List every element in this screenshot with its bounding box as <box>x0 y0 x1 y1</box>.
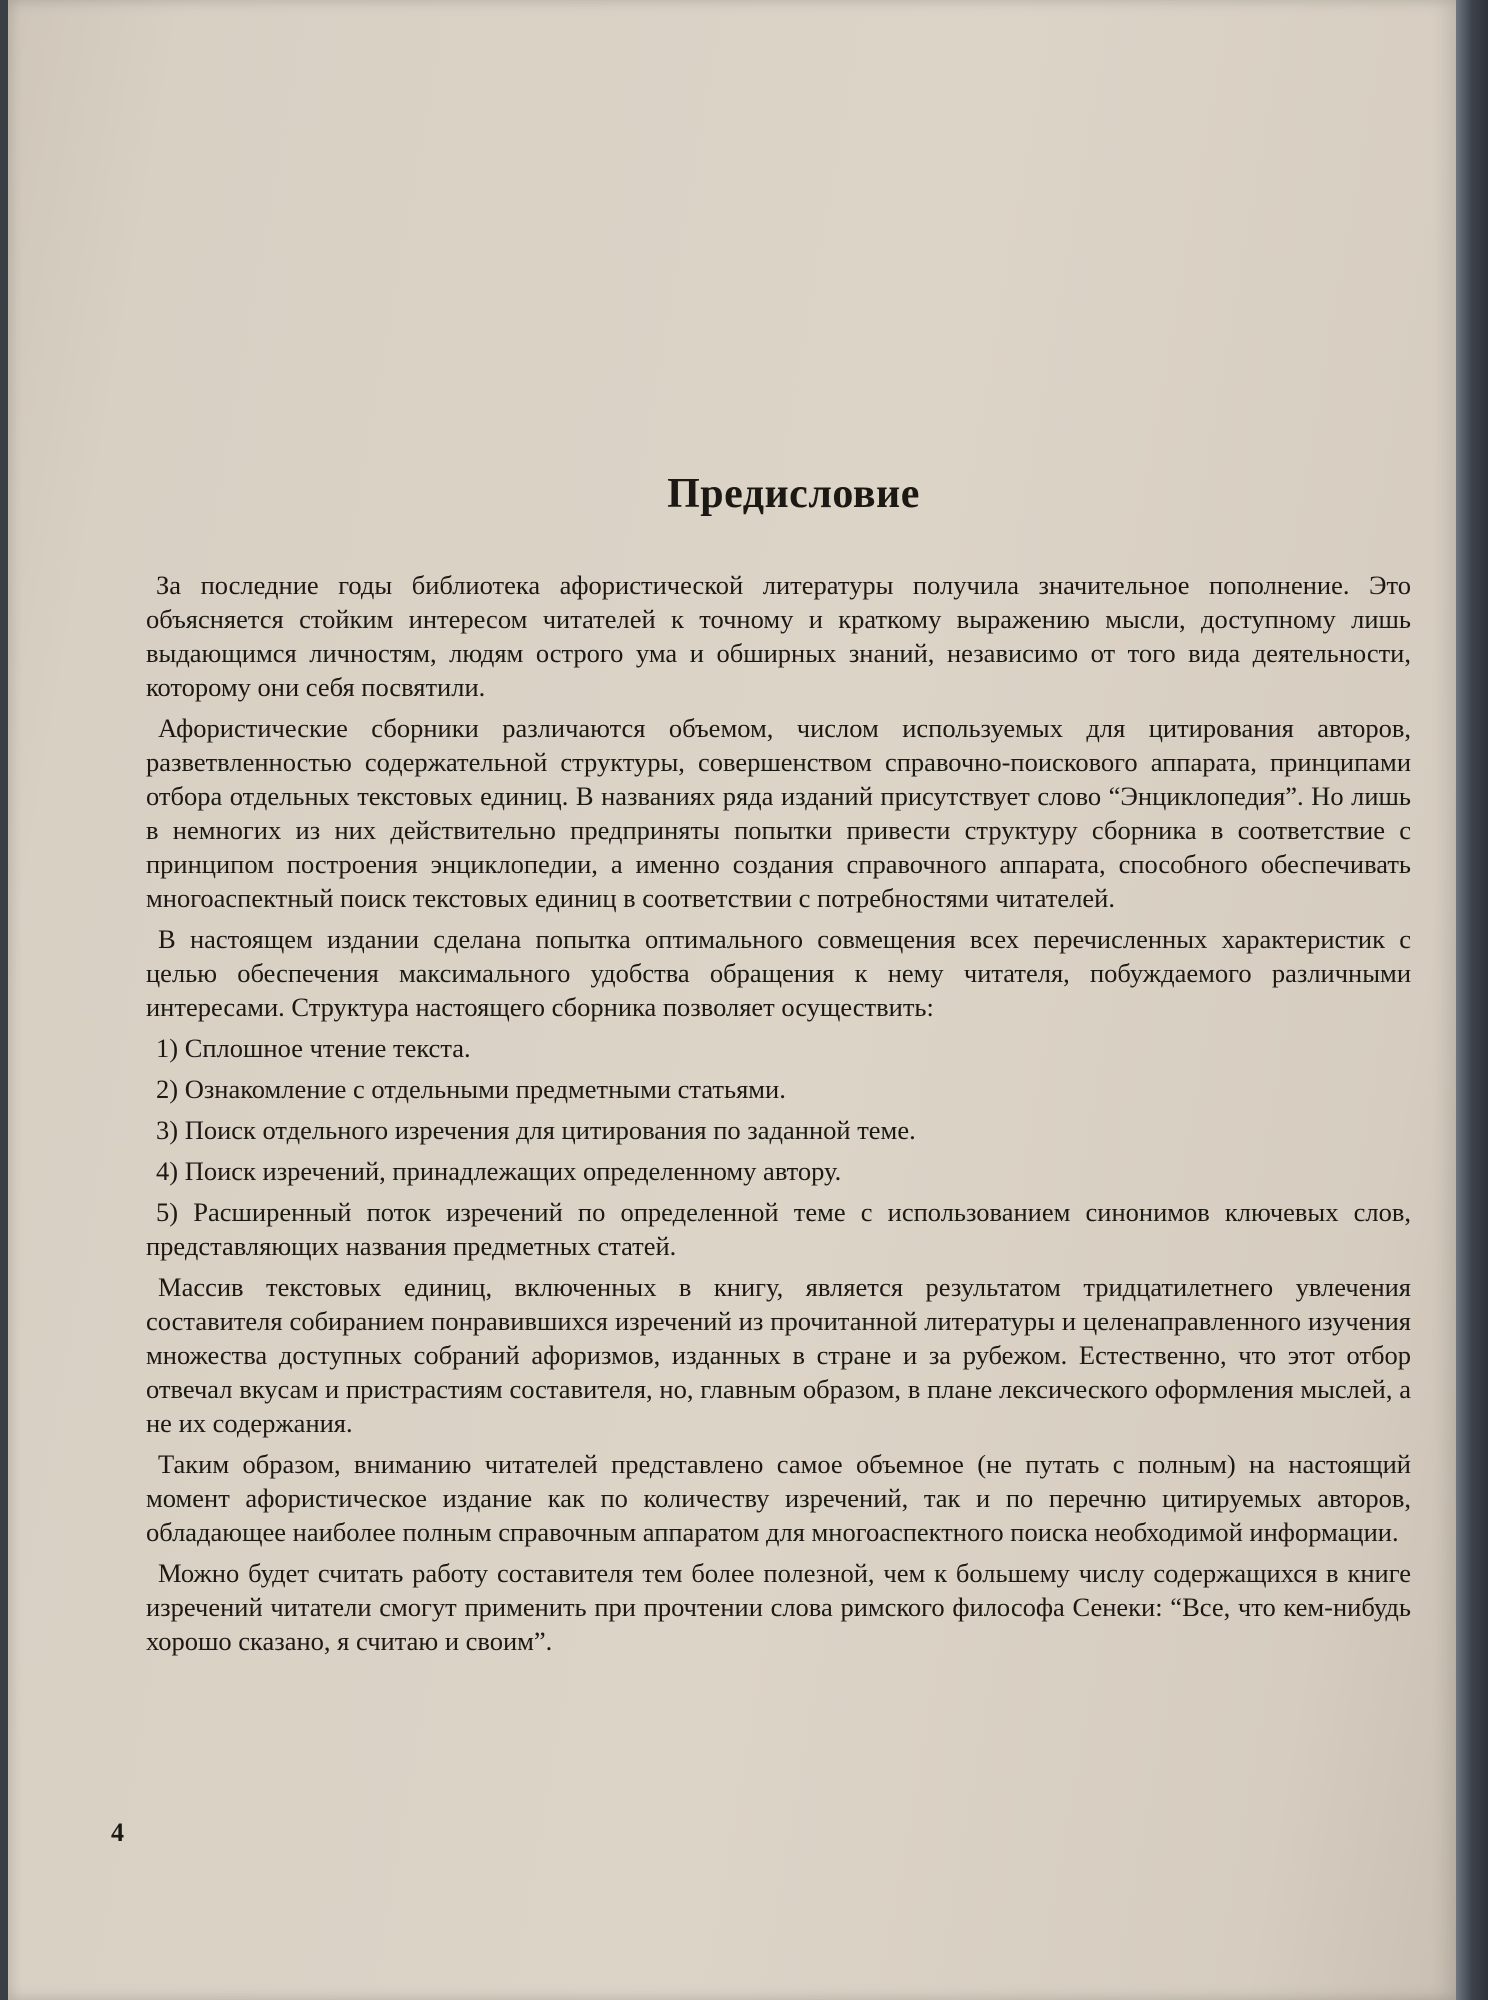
book-edge <box>1456 0 1488 2000</box>
paragraph-4: Массив текстовых единиц, включенных в книгу, является результатом тридцатилетнего увлечения составителя собиранием понравившихся изречений из прочитанной литературы и целенаправленного изучения множества доступных собраний афоризмов, изданных в стране и за рубежом. Естественно, что этот отбор отвечал вкусам и пристрастиям составителя, но, главным образом, в плане лексического оформления мыслей, а не их содержания. <box>146 1272 1411 1438</box>
paragraph-6: Можно будет считать работу составителя тем более полезной, чем к большему числу содержащихся в книге изречений читатели смогут применить при прочтении слова римского философа Сенеки: “Все, что кем-нибудь хорошо сказано, я считаю и своим”. <box>146 1558 1411 1656</box>
paragraph-3: В настоящем издании сделана попытка оптимального совмещения всех перечисленных характеристик с целью обеспечения максимального удобства обращения к нему читателя, побуждаемого различными интересами. Структура настоящего сборника позволяет осуществить: <box>146 924 1411 1022</box>
page-number: 4 <box>111 1818 124 1847</box>
page-title: Предисловие <box>667 471 920 517</box>
list-item-4: 4) Поиск изречений, принадлежащих определенному автору. <box>156 1156 842 1186</box>
paragraph-5: Таким образом, вниманию читателей представлено самое объемное (не путать с полным) на настоящий момент афористическое издание как по количеству изречений, так и по перечню цитируемых авторов, обладающее наиболее полным справочным аппаратом для многоаспектного поиска необходимой информации. <box>146 1449 1411 1547</box>
list-item-1: 1) Сплошное чтение текста. <box>156 1033 471 1063</box>
paragraph-1: За последние годы библиотека афористической литературы получила значительное пополнение. Это объясняется стойким интересом читателей к точному и краткому выражению мысли, доступному лишь выдающимся личностям, людям острого ума и обширных знаний, независимо от того вида деятельности, которому они себя посвятили. <box>146 570 1411 702</box>
page-content <box>146 470 1411 1665</box>
list-item-5: 5) Расширенный поток изречений по определенной теме с использованием синонимов ключевых слов, представляющих названия предметных статей. <box>146 1197 1411 1261</box>
list-item-3: 3) Поиск отдельного изречения для цитирования по заданной теме. <box>156 1115 916 1145</box>
list-item-2: 2) Ознакомление с отдельными предметными статьями. <box>156 1074 786 1104</box>
paragraph-2: Афористические сборники различаются объемом, числом используемых для цитирования авторов, разветвленностью содержательной структуры, совершенством справочно-поискового аппарата, принципами отбора отдельных текстовых единиц. В названиях ряда изданий присутствует слово “Энциклопедия”. Но лишь в немногих из них действительно предприняты попытки привести структуру сборника в соответствие с принципом построения энциклопедии, а именно создания справочного аппарата, способного обеспечивать многоаспектный поиск текстовых единиц в соответствии с потребностями читателей. <box>146 713 1411 913</box>
book-page <box>8 0 1456 2000</box>
